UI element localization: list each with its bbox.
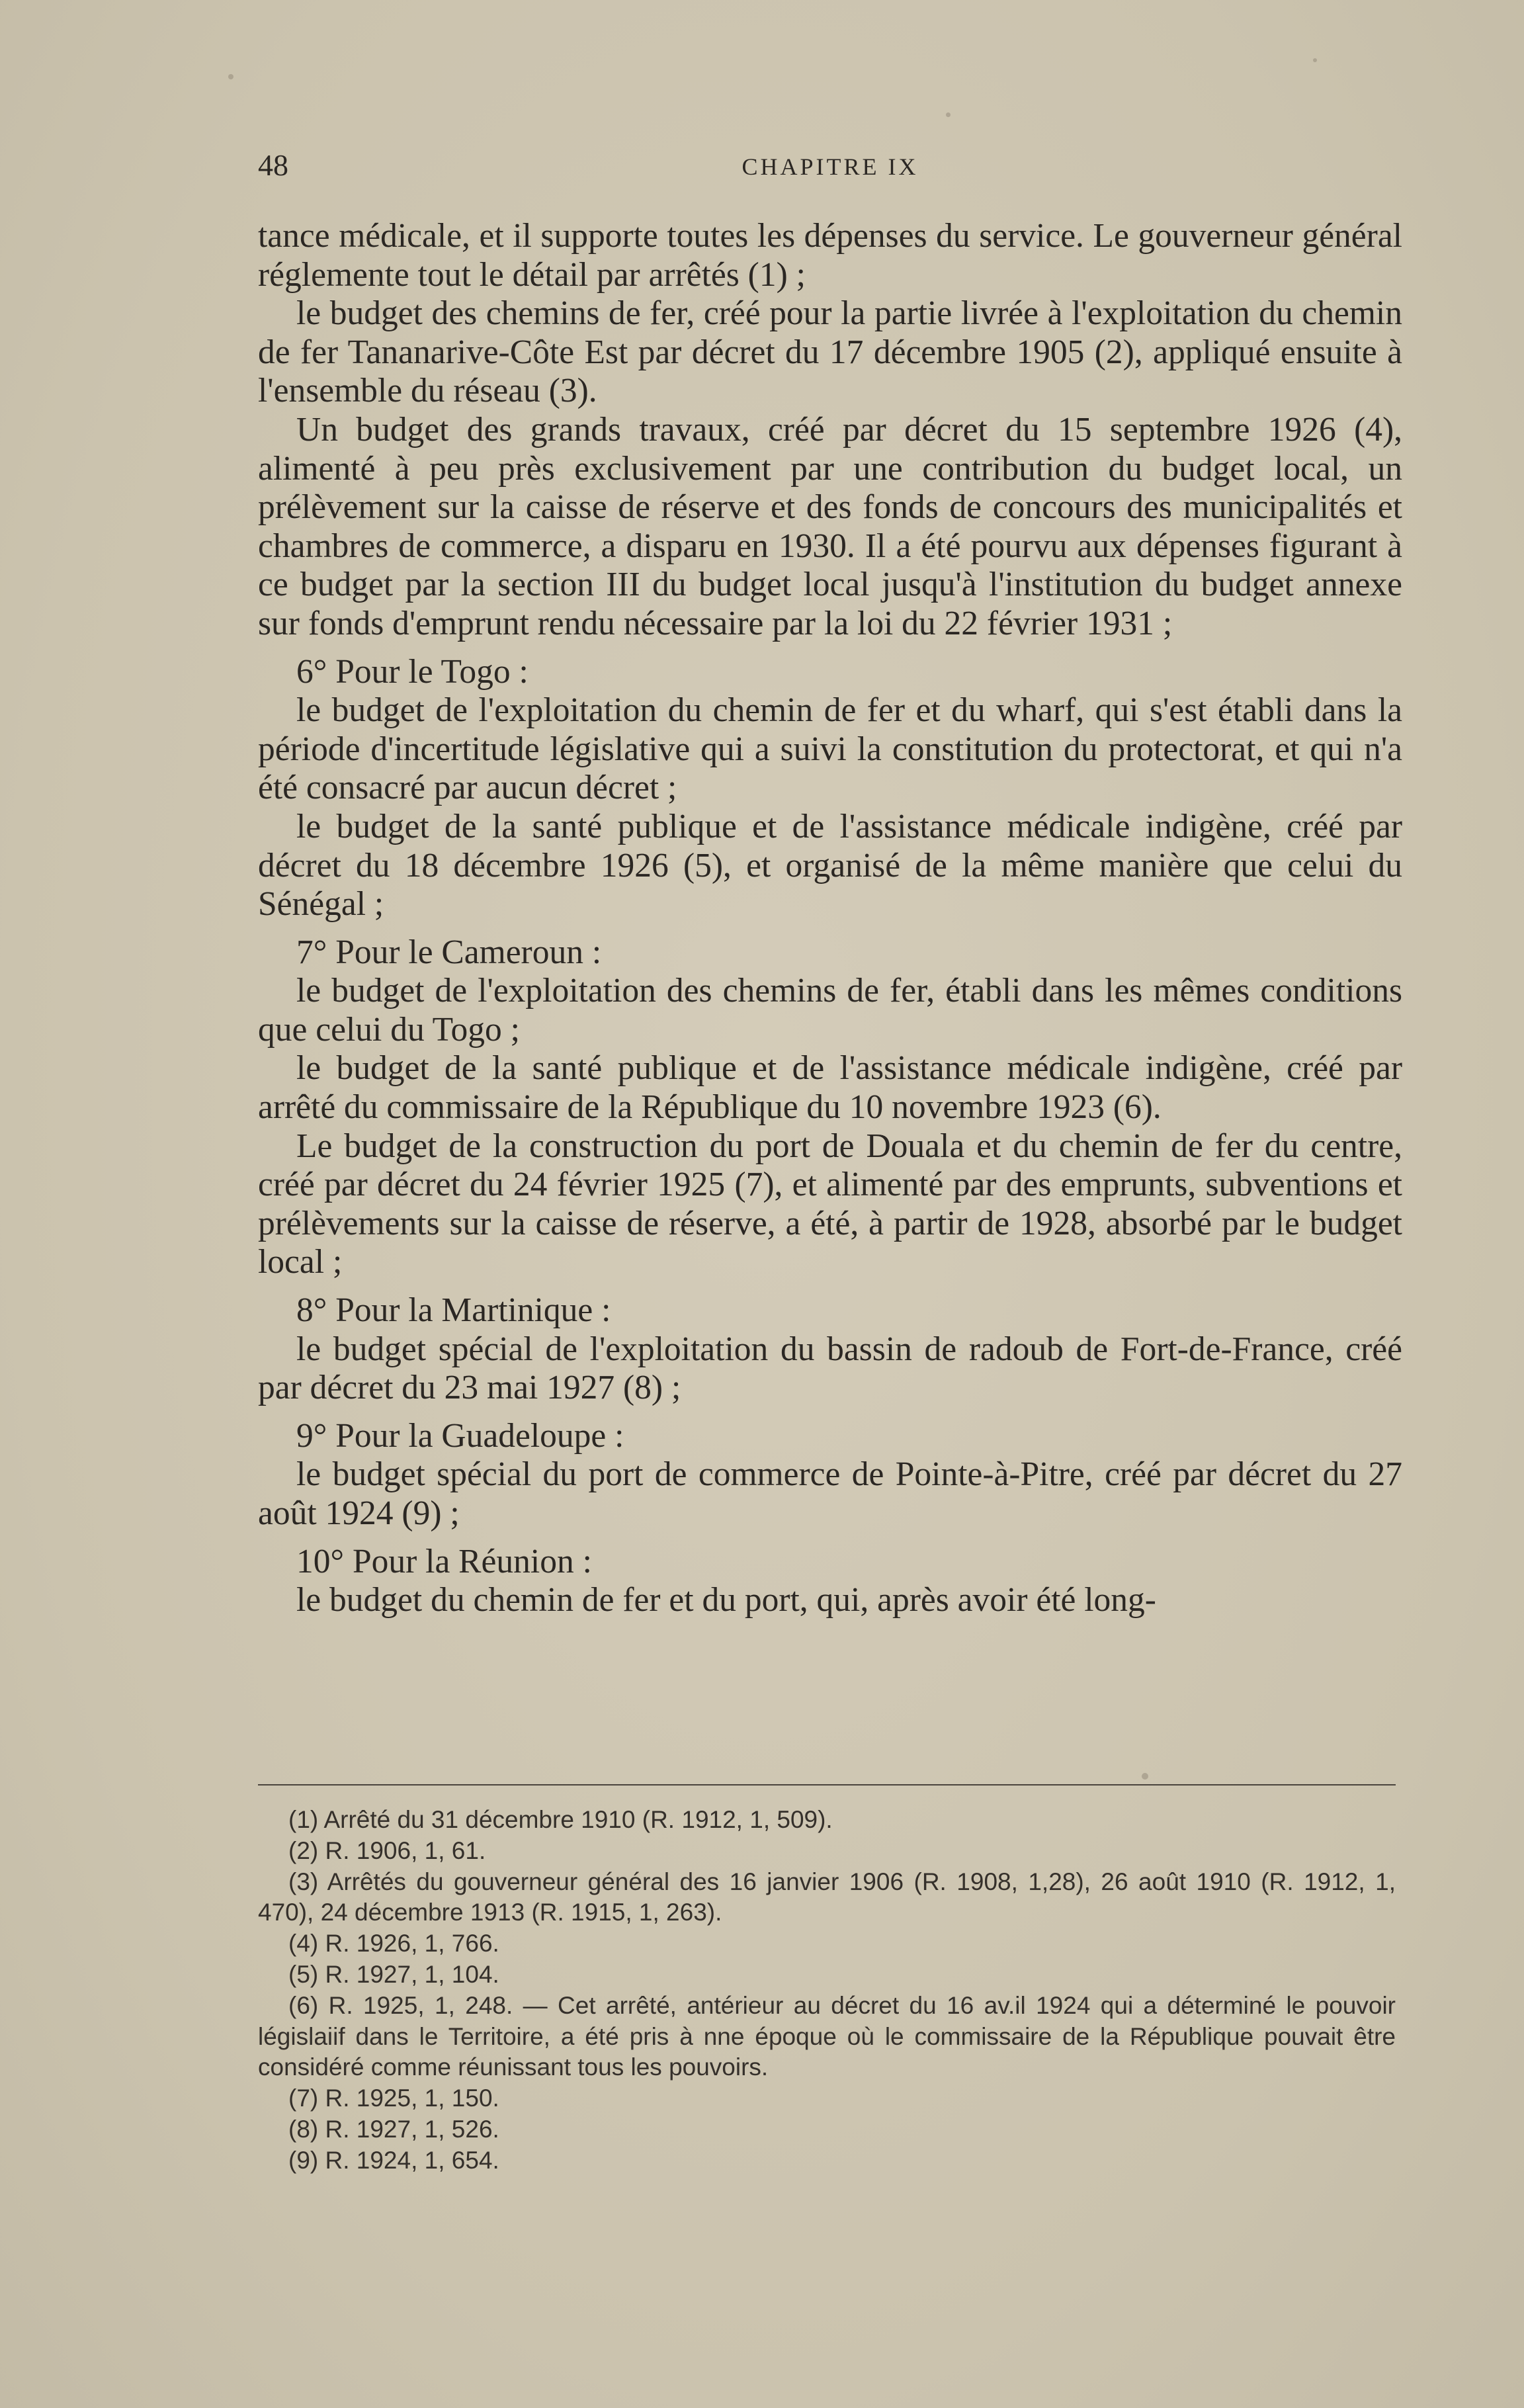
paragraph: le budget spécial du port de commerce de Pointe-à-Pitre, créé par décret du 27 août 1924 (9) ; — [258, 1455, 1402, 1532]
paragraph: tance médicale, et il supporte toutes les dépenses du service. Le gouverneur général réglemente tout le détail par arrêtés (1) ; — [258, 217, 1402, 294]
footnote: (3) Arrêtés du gouverneur général des 16 janvier 1906 (R. 1908, 1,28), 26 août 1910 (R. 1912, 1, 470), 24 décembre 1913 (R. 1915, 1, 263). — [258, 1868, 1396, 1926]
footnote: (7) R. 1925, 1, 150. — [288, 2085, 499, 2112]
paragraph: le budget des chemins de fer, créé pour la partie livrée à l'exploitation du chemin de fer Tananarive-Côte Est par décret du 17 décembre 1905 (2), appliqué ensuite à l'ensemble du réseau (3). — [258, 294, 1402, 410]
paper-speck — [946, 112, 951, 117]
footnote: (4) R. 1926, 1, 766. — [288, 1930, 499, 1957]
section-heading: 10° Pour la Réunion : — [296, 1542, 592, 1580]
paper-speck — [228, 74, 233, 79]
section-heading: 6° Pour le Togo : — [296, 652, 529, 691]
section-heading: 9° Pour la Guadeloupe : — [296, 1416, 624, 1455]
footnote: (1) Arrêté du 31 décembre 1910 (R. 1912, 1, 509). — [288, 1806, 833, 1833]
footnote: (5) R. 1927, 1, 104. — [288, 1960, 499, 1988]
paragraph: le budget de la santé publique et de l'assistance médicale indigène, créé par arrêté du commissaire de la République du 10 novembre 1923 (6). — [258, 1049, 1402, 1127]
footnote-divider — [258, 1784, 1396, 1785]
footnote: (2) R. 1906, 1, 61. — [288, 1836, 486, 1864]
footnote: (8) R. 1927, 1, 526. — [288, 2115, 499, 2143]
page-number: 48 — [258, 148, 288, 182]
footnote: (6) R. 1925, 1, 248. — Cet arrêté, antérieur au décret du 16 av.il 1924 qui a déterminé le pouvoir législaiif dans le Territoire, a été pris à nne époque où le commissaire de la République pouvait être considéré comme réunissant tous les pouvoirs. — [258, 1991, 1396, 2081]
running-head: CHAPITRE IX — [741, 153, 919, 180]
paragraph: le budget de la santé publique et de l'assistance médicale indigène, créé par décret du 18 décembre 1926 (5), et organisé de la même manière que celui du Sénégal ; — [258, 807, 1402, 924]
paragraph: le budget spécial de l'exploitation du bassin de radoub de Fort-de-France, créé par décret du 23 mai 1927 (8) ; — [258, 1330, 1402, 1407]
footnote: (9) R. 1924, 1, 654. — [288, 2146, 499, 2174]
paragraph: le budget de l'exploitation du chemin de fer et du wharf, qui s'est établi dans la période d'incertitude législative qui a suivi la constitution du protectorat, et qui n'a été consacré par aucun décret ; — [258, 691, 1402, 807]
body-text — [258, 217, 1402, 1620]
footnotes — [258, 1805, 1396, 2176]
section-heading: 8° Pour la Martinique : — [296, 1291, 611, 1330]
paragraph: le budget du chemin de fer et du port, qui, après avoir été long- — [296, 1581, 1156, 1619]
paragraph: le budget de l'exploitation des chemins de fer, établi dans les mêmes conditions que celui du Togo ; — [258, 972, 1402, 1049]
section-heading: 7° Pour le Cameroun : — [296, 933, 602, 971]
paragraph: Un budget des grands travaux, créé par décret du 15 septembre 1926 (4), alimenté à peu près exclusivement par une contribution du budget local, un prélèvement sur la caisse de réserve et des fonds de concours des municipalités et chambres de commerce, a disparu en 1930. Il a été pourvu aux dépenses figurant à ce budget par la section III du budget local jusqu'à l'institution du budget annexe sur fonds d'emprunt rendu nécessaire par la loi du 22 février 1931 ; — [258, 410, 1402, 642]
page-header — [258, 146, 1402, 185]
paper-speck — [1313, 58, 1317, 62]
paragraph: Le budget de la construction du port de Douala et du chemin de fer du centre, créé par décret du 24 février 1925 (7), et alimenté par des emprunts, subventions et prélèvements sur la caisse de réserve, a été, à partir de 1928, absorbé par le budget local ; — [258, 1127, 1402, 1281]
paper-speck — [1142, 1773, 1148, 1780]
